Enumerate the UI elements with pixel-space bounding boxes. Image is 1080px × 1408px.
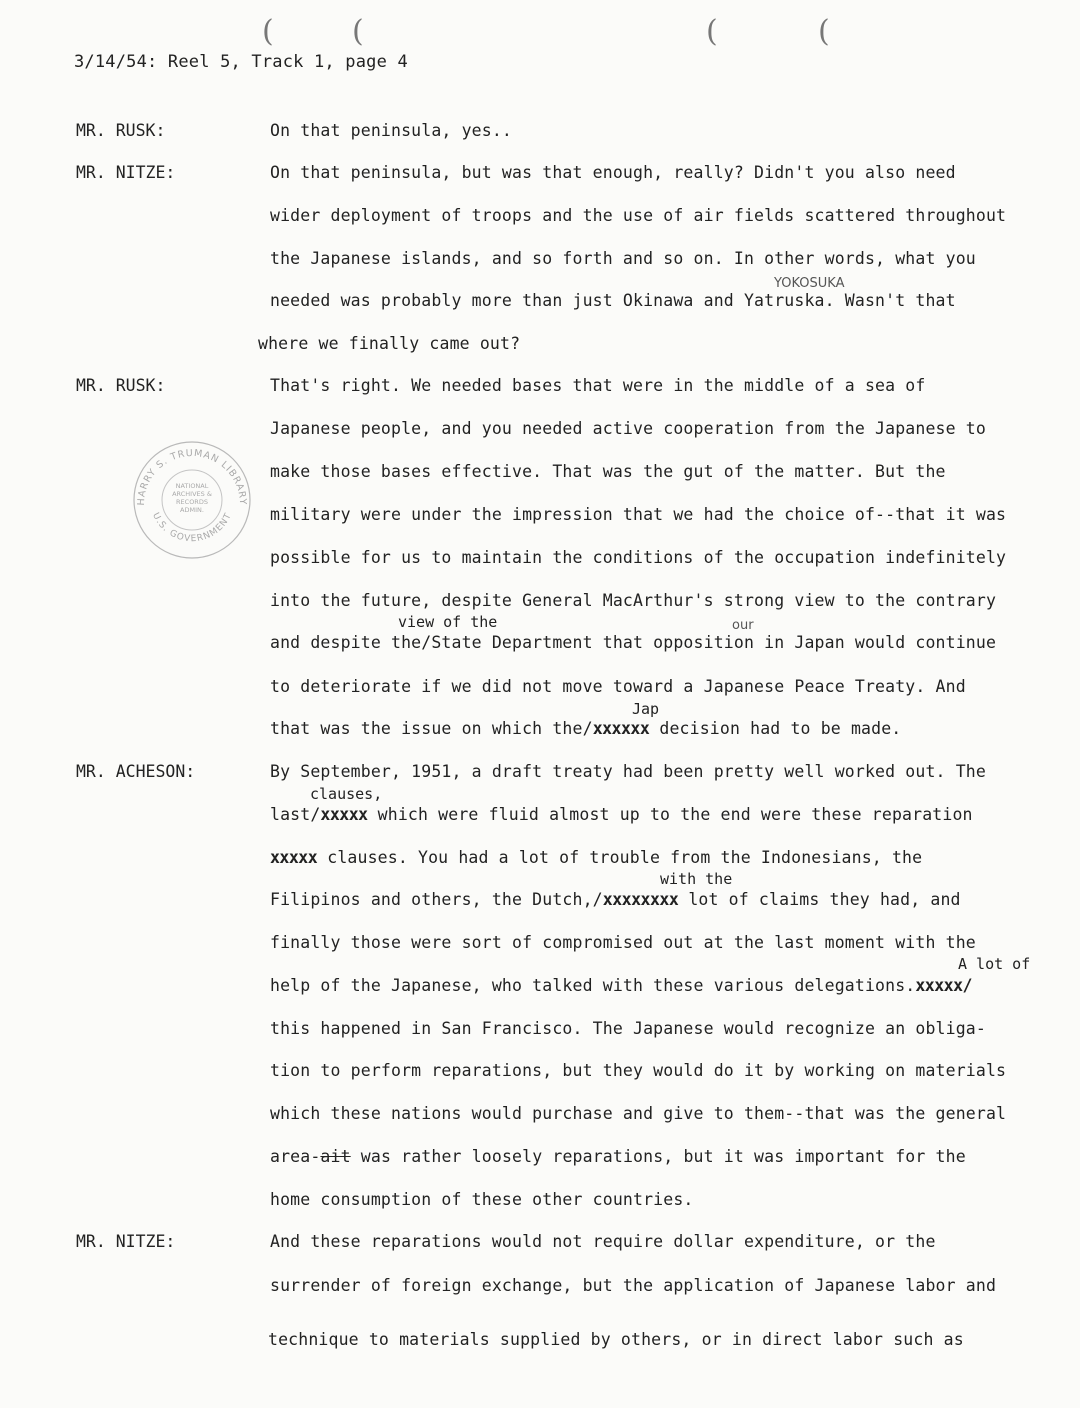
stamp-bottom-text: U.S. GOVERNMENT xyxy=(149,511,234,545)
transcript-line: that was the issue on which the/xxxxxx decision had to be made. xyxy=(270,719,902,738)
transcript-line: the Japanese islands, and so forth and so on. In other words, what you xyxy=(270,249,976,268)
struck-text: ait xyxy=(320,1147,351,1166)
margin-mark: ( xyxy=(818,14,830,49)
speaker-label: MR. RUSK: xyxy=(76,376,166,395)
stamp-inner-text: NATIONAL ARCHIVES & RECORDS ADMIN. xyxy=(172,482,212,514)
transcript-line: to deteriorate if we did not move toward a Japanese Peace Treaty. And xyxy=(270,677,966,696)
transcript-line: By September, 1951, a draft treaty had been pretty well worked out. The xyxy=(270,762,986,781)
margin-mark: ( xyxy=(706,14,718,49)
transcript-line: Filipinos and others, the Dutch,/xxxxxxxx lot of claims they had, and xyxy=(270,890,961,909)
insertion-text: A lot of xyxy=(958,955,1031,973)
transcript-line: home consumption of these other countries. xyxy=(270,1190,694,1209)
margin-mark: ( xyxy=(352,14,364,49)
transcript-line: technique to materials supplied by others, or in direct labor such as xyxy=(268,1330,964,1349)
insertion-text: view of the xyxy=(398,613,498,631)
transcript-line: needed was probably more than just Okinawa and Yatruska. Wasn't that xyxy=(270,291,956,310)
struck-text: xxxxxxxx xyxy=(602,890,679,909)
transcript-line: where we finally came out? xyxy=(258,334,521,353)
transcript-line: On that peninsula, but was that enough, really? Didn't you also need xyxy=(270,163,956,182)
transcript-line: xxxxx clauses. You had a lot of trouble from the Indonesians, the xyxy=(270,848,923,867)
struck-text: xxxxx/ xyxy=(915,976,972,995)
insertion-text: clauses, xyxy=(310,785,383,803)
margin-mark: ( xyxy=(262,14,274,49)
archive-stamp xyxy=(130,438,254,562)
insertion-text: with the xyxy=(660,870,733,888)
transcript-line: into the future, despite General MacArthur's strong view to the contrary xyxy=(270,591,997,610)
transcript-line: and despite the/State Department that opposition in Japan would continue xyxy=(270,633,997,652)
struck-text: xxxxxx xyxy=(592,719,650,738)
speaker-label: MR. NITZE: xyxy=(76,1232,176,1251)
speaker-label: MR. RUSK: xyxy=(76,121,166,140)
transcript-line: tion to perform reparations, but they would do it by working on materials xyxy=(270,1061,1007,1080)
transcript-line: area-ait was rather loosely reparations, but it was important for the xyxy=(270,1147,966,1166)
struck-text: xxxxx xyxy=(320,805,368,824)
transcript-line: help of the Japanese, who talked with these various delegations.xxxxx/ xyxy=(270,976,972,995)
transcript-line: That's right. We needed bases that were in the middle of a sea of xyxy=(270,376,926,395)
transcript-line: possible for us to maintain the conditions of the occupation indefinitely xyxy=(270,548,1007,567)
struck-text: xxxxx xyxy=(270,848,318,867)
transcript-line: wider deployment of troops and the use of air fields scattered throughout xyxy=(270,206,1007,225)
page-header: 3/14/54: Reel 5, Track 1, page 4 xyxy=(74,52,408,72)
transcript-line: last/xxxxx which were fluid almost up to the end were these reparation xyxy=(270,805,973,824)
transcript-line: military were under the impression that we had the choice of--that it was xyxy=(270,505,1007,524)
handwritten-annotation: YOKOSUKA xyxy=(774,276,845,291)
speaker-label: MR. NITZE: xyxy=(76,163,176,182)
transcript-line: this happened in San Francisco. The Japanese would recognize an obliga- xyxy=(270,1019,986,1038)
speaker-label: MR. ACHESON: xyxy=(76,762,196,781)
insertion-text: Jap xyxy=(632,700,660,718)
handwritten-annotation: our xyxy=(732,618,754,633)
stamp-arc-text: HARRY S. TRUMAN LIBRARY xyxy=(135,447,249,506)
transcript-line: And these reparations would not require dollar expenditure, or the xyxy=(270,1232,936,1251)
transcript-line: which these nations would purchase and give to them--that was the general xyxy=(270,1104,1007,1123)
transcript-line: Japanese people, and you needed active cooperation from the Japanese to xyxy=(270,419,986,438)
transcript-line: On that peninsula, yes.. xyxy=(270,121,513,140)
transcript-line: surrender of foreign exchange, but the application of Japanese labor and xyxy=(270,1276,997,1295)
transcript-line: finally those were sort of compromised out at the last moment with the xyxy=(270,933,976,952)
transcript-line: make those bases effective. That was the gut of the matter. But the xyxy=(270,462,946,481)
